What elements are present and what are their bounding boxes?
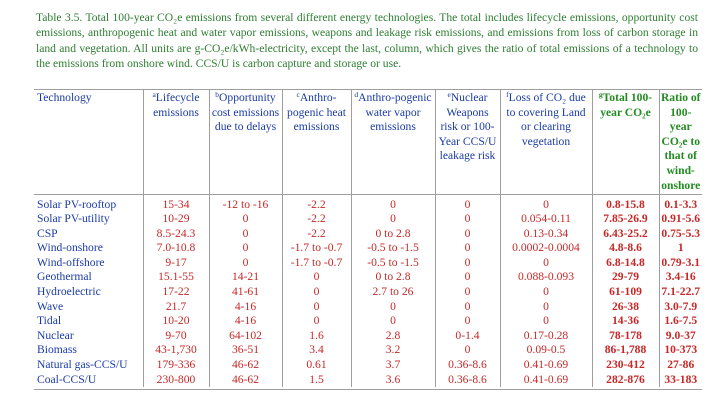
cell-loss-of-co2: 0 [500,194,592,212]
cell-technology: Tidal [37,314,62,328]
cell-total: 6.8-14.8 [592,256,659,271]
header-anthro-heat: $^c$Anthro-pogenic heat emissions [282,90,351,194]
cell-anthro-heat: -1.7 to -0.7 [282,241,351,256]
table-row [34,270,702,285]
cell-technology: Geothermal [37,270,92,284]
cell-lifecycle: 7.0-10.8 [143,241,209,256]
cell-technology: Coal-CCS/U [37,372,97,386]
cell-loss-of-co2: 0.09-0.5 [500,343,592,358]
cell-technology: Wind-onshore [37,241,103,255]
cell-anthro-water-vapor: 2.8 [351,329,435,344]
cell-weapons-leakage-risk: 0 [435,300,500,315]
cell-technology: Biomass [37,343,77,357]
cell-ratio: 1 [659,241,702,256]
cell-opportunity-cost: 36-51 [209,343,282,358]
emissions-table [34,90,702,387]
cell-total: 230-412 [592,358,659,373]
table-row [34,300,702,315]
cell-anthro-heat: -2.2 [282,227,351,242]
cell-total: 6.43-25.2 [592,227,659,242]
cell-lifecycle: 8.5-24.3 [143,227,209,242]
cell-total: 7.85-26.9 [592,212,659,227]
cell-weapons-leakage-risk: 0 [435,285,500,300]
cell-anthro-heat: -1.7 to -0.7 [282,256,351,271]
cell-ratio: 0.79-3.1 [659,256,702,271]
cell-opportunity-cost: 4-16 [209,300,282,315]
cell-ratio: 27-86 [659,358,702,373]
cell-opportunity-cost: 41-61 [209,285,282,300]
cell-anthro-water-vapor: 0 to 2.8 [351,270,435,285]
cell-weapons-leakage-risk: 0 [435,194,500,212]
cell-opportunity-cost: 64-102 [209,329,282,344]
cell-lifecycle: 179-336 [143,358,209,373]
table-caption [36,10,698,72]
cell-anthro-heat: 1.6 [282,329,351,344]
table-row [34,241,702,256]
cell-technology: Natural gas-CCS/U [37,358,128,372]
cell-lifecycle: 21.7 [143,300,209,315]
cell-total: 29-79 [592,270,659,285]
cell-loss-of-co2: 0.41-0.69 [500,373,592,388]
cell-anthro-heat: 0 [282,314,351,329]
header-ratio: Ratio of 100-year CO₂e to that of wind-onshore [659,90,702,194]
cell-loss-of-co2: 0.41-0.69 [500,358,592,373]
cell-lifecycle: 10-20 [143,314,209,329]
cell-ratio: 3.0-7.9 [659,300,702,315]
cell-opportunity-cost: 0 [209,227,282,242]
cell-loss-of-co2: 0 [500,300,592,315]
cell-opportunity-cost: 46-62 [209,358,282,373]
cell-ratio: 10-373 [659,343,702,358]
cell-total: 26-38 [592,300,659,315]
cell-opportunity-cost: 0 [209,256,282,271]
table-row [34,212,702,227]
cell-ratio: 1.6-7.5 [659,314,702,329]
cell-ratio: 7.1-22.7 [659,285,702,300]
cell-technology: Nuclear [37,328,74,342]
cell-anthro-water-vapor: 3.6 [351,373,435,388]
table-row [34,373,702,388]
cell-loss-of-co2: 0 [500,256,592,271]
table-row [34,358,702,373]
header-anthro-water-vapor: $^d$Anthro-pogenic water vapor emissions [351,90,435,194]
cell-lifecycle: 15.1-55 [143,270,209,285]
header-lifecycle: $^a$Lifecycle emissions [143,90,209,194]
cell-weapons-leakage-risk: 0.36-8.6 [435,358,500,373]
cell-total: 14-36 [592,314,659,329]
cell-anthro-heat: 1.5 [282,373,351,388]
cell-weapons-leakage-risk: 0 [435,270,500,285]
cell-opportunity-cost: -12 to -16 [209,194,282,212]
cell-total: 61-109 [592,285,659,300]
cell-technology: Wind-offshore [37,255,105,269]
cell-anthro-water-vapor: 0 to 2.8 [351,227,435,242]
cell-ratio: 3.4-16 [659,270,702,285]
cell-loss-of-co2: 0.17-0.28 [500,329,592,344]
cell-lifecycle: 15-34 [143,194,209,212]
cell-lifecycle: 9-70 [143,329,209,344]
cell-lifecycle: 17-22 [143,285,209,300]
cell-anthro-water-vapor: 2.7 to 26 [351,285,435,300]
cell-opportunity-cost: 46-62 [209,373,282,388]
cell-anthro-heat: -2.2 [282,194,351,212]
table-row [34,329,702,344]
cell-anthro-water-vapor: 3.7 [351,358,435,373]
cell-weapons-leakage-risk: 0 [435,227,500,242]
cell-ratio: 0.1-3.3 [659,194,702,212]
table-row [34,227,702,242]
cell-lifecycle: 43-1,730 [143,343,209,358]
table-body [34,194,702,387]
cell-total: 78-178 [592,329,659,344]
cell-weapons-leakage-risk: 0-1.4 [435,329,500,344]
cell-weapons-leakage-risk: 0.36-8.6 [435,373,500,388]
cell-loss-of-co2: 0 [500,314,592,329]
cell-weapons-leakage-risk: 0 [435,314,500,329]
cell-technology: Solar PV-rooftop [37,197,117,211]
caption-text: Table 3.5. Total 100-year CO₂e emissions from several different energy technologies. The total includes lifecycle emissions, opportunity cost emissions, anthropogenic heat and water vapor emissions, weapons and leakage risk emissions, and emissions from loss of carbon storage in land and vegetation. All units are g-CO₂e/kWh-electricity, except the last, column, which gives the ratio of total emissions of a technology to the emissions from onshore wind. CCS/U is carbon capture and storage or use. [36,11,698,71]
cell-ratio: 0.91-5.6 [659,212,702,227]
header-weapons-leakage-risk: $^e$Nuclear Weapons risk or 100-Year CCS/U leakage risk [435,90,500,194]
cell-weapons-leakage-risk: 0 [435,241,500,256]
cell-anthro-water-vapor: 0 [351,314,435,329]
cell-lifecycle: 10-29 [143,212,209,227]
cell-weapons-leakage-risk: 0 [435,212,500,227]
cell-anthro-heat: 3.4 [282,343,351,358]
cell-technology: CSP [37,226,58,240]
cell-total: 0.8-15.8 [592,194,659,212]
table-row [34,194,702,212]
cell-anthro-water-vapor: -0.5 to -1.5 [351,241,435,256]
header-row [34,90,702,194]
header-opportunity-cost: $^b$Opportunity cost emissions due to delays [209,90,282,194]
cell-weapons-leakage-risk: 0 [435,256,500,271]
header-loss-of-co2: $^f$Loss of CO₂ due to covering Land or clearing vegetation [500,90,592,194]
cell-loss-of-co2: 0.054-0.11 [500,212,592,227]
cell-lifecycle: 230-800 [143,373,209,388]
cell-technology: Solar PV-utility [37,212,110,226]
cell-opportunity-cost: 0 [209,212,282,227]
cell-loss-of-co2: 0 [500,285,592,300]
cell-total: 86-1,788 [592,343,659,358]
cell-anthro-water-vapor: 0 [351,212,435,227]
table-bottom-border [34,389,702,390]
cell-total: 4.8-8.6 [592,241,659,256]
cell-technology: Wave [37,299,64,313]
cell-opportunity-cost: 0 [209,241,282,256]
cell-anthro-heat: 0 [282,285,351,300]
cell-ratio: 0.75-5.3 [659,227,702,242]
table-row [34,314,702,329]
cell-anthro-water-vapor: 0 [351,194,435,212]
cell-ratio: 33-183 [659,373,702,388]
cell-anthro-heat: 0.61 [282,358,351,373]
cell-opportunity-cost: 14-21 [209,270,282,285]
cell-weapons-leakage-risk: 0 [435,343,500,358]
cell-loss-of-co2: 0.088-0.093 [500,270,592,285]
cell-lifecycle: 9-17 [143,256,209,271]
cell-anthro-water-vapor: 3.2 [351,343,435,358]
table-row [34,343,702,358]
table-row [34,256,702,271]
header-technology: Technology [34,90,143,194]
cell-opportunity-cost: 4-16 [209,314,282,329]
cell-anthro-water-vapor: -0.5 to -1.5 [351,256,435,271]
header-total: $^g$Total 100-year CO₂e [592,90,659,194]
cell-anthro-heat: 0 [282,300,351,315]
table-row [34,285,702,300]
cell-total: 282-876 [592,373,659,388]
cell-loss-of-co2: 0.13-0.34 [500,227,592,242]
cell-anthro-water-vapor: 0 [351,300,435,315]
cell-technology: Hydroelectric [37,285,101,299]
cell-ratio: 9.0-37 [659,329,702,344]
cell-anthro-heat: -2.2 [282,212,351,227]
cell-anthro-heat: 0 [282,270,351,285]
cell-loss-of-co2: 0.0002-0.0004 [500,241,592,256]
